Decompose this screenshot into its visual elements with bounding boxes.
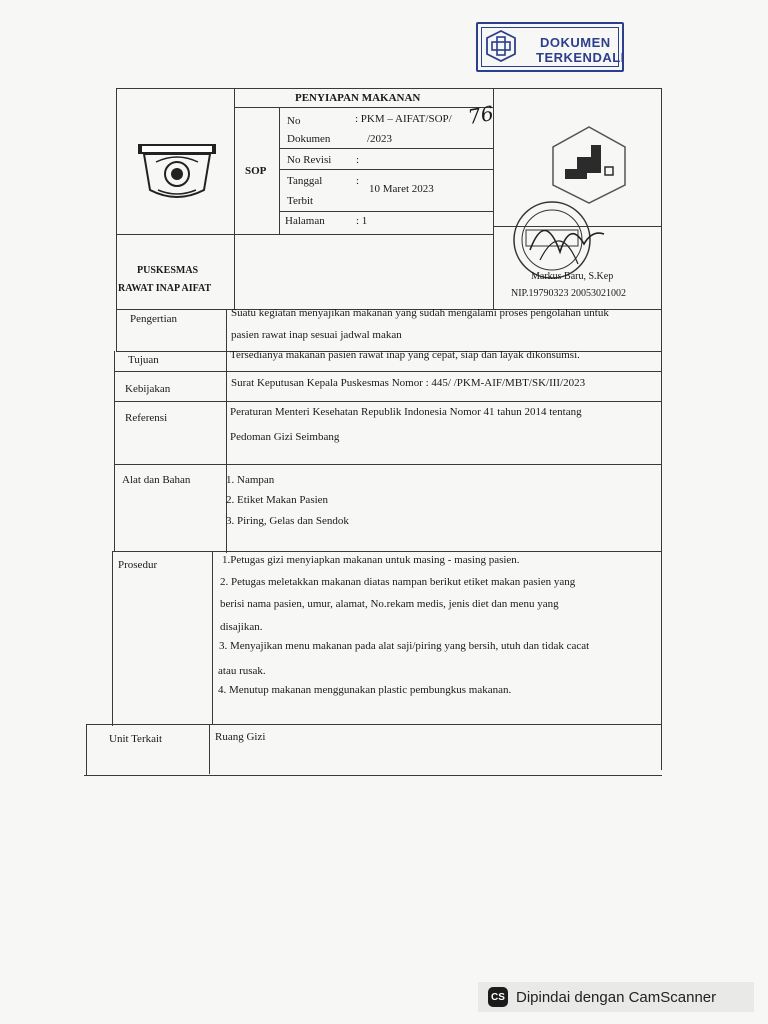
puskesmas-logo: [136, 140, 218, 206]
unit-terkait-text: Ruang Gizi: [215, 731, 266, 743]
prosedur-line-7: 4. Menutup makanan menggunakan plastic pembungkus makanan.: [218, 684, 512, 696]
field-halaman-label: Halaman: [285, 215, 325, 227]
prosedur-line-1: 1.Petugas gizi menyiapkan makanan untuk masing - masing pasien.: [222, 554, 520, 566]
prosedur-line-4: disajikan.: [220, 621, 263, 633]
prosedur-line-5: 3. Menyajikan menu makanan pada alat saji/piring yang bersih, utuh dan tidak cacat: [219, 640, 590, 652]
referensi-line1: Peraturan Menteri Kesehatan Republik Indonesia Nomor 41 tahun 2014 tentang: [230, 406, 582, 418]
kebijakan-label: Kebijakan: [125, 383, 171, 395]
signatory-nip: NIP.19790323 20053021002: [511, 288, 627, 299]
alat-item-1: 1. Nampan: [226, 474, 275, 486]
document-controlled-stamp: [476, 22, 624, 72]
field-revisi-value: :: [356, 154, 360, 166]
field-revisi-label: No Revisi: [287, 154, 332, 166]
camscanner-watermark: [478, 982, 754, 1012]
alat-bahan-label: Alat dan Bahan: [122, 474, 191, 486]
field-tanggal-colon: :: [356, 175, 360, 187]
field-terbit-label: Terbit: [287, 195, 314, 207]
tujuan-text: Tersedianya makanan pasien rawat inap yang cepat, siap dan layak dikonsumsi.: [230, 349, 580, 361]
field-halaman-value: : 1: [356, 215, 368, 227]
field-tanggal-label: Tanggal: [287, 175, 323, 187]
field-dokumen-label: Dokumen: [287, 133, 331, 145]
prosedur-line-6: atau rusak.: [218, 665, 266, 677]
prosedur-line-3: berisi nama pasien, umur, alamat, No.rekam medis, jenis diet dan menu yang: [220, 598, 559, 610]
medical-cross-icon: [484, 29, 518, 63]
signatory-name: Markus Baru, S.Kep: [531, 271, 614, 282]
document-title: PENYIAPAN MAKANAN: [295, 92, 421, 104]
org-name-line2: RAWAT INAP AIFAT: [118, 283, 212, 294]
referensi-line2: Pedoman Gizi Seimbang: [230, 431, 340, 443]
sop-label: SOP: [245, 165, 267, 177]
tujuan-label: Tujuan: [128, 354, 159, 366]
kebijakan-text: Surat Keputusan Kepala Puskesmas Nomor : 445/ /PKM-AIF/MBT/SK/III/2023: [231, 377, 586, 389]
alat-item-3: 3. Piring, Gelas dan Sendok: [226, 515, 349, 527]
alat-item-2: 2. Etiket Makan Pasien: [226, 494, 329, 506]
pengertian-line1: Suatu kegiatan menyajikan makanan yang sudah mengalami proses pengolahan untuk: [231, 307, 609, 319]
camscanner-icon: CS: [488, 987, 508, 1007]
referensi-label: Referensi: [125, 412, 168, 424]
stamp-line-2: TERKENDALI: [536, 50, 625, 65]
stamp-line-1: DOKUMEN: [540, 35, 611, 50]
pengertian-line2: pasien rawat inap sesuai jadwal makan: [231, 329, 402, 341]
camscanner-text: Dipindai dengan CamScanner: [516, 988, 717, 1006]
prosedur-label: Prosedur: [118, 559, 158, 571]
handwritten-number: 76: [466, 100, 496, 130]
ministry-health-logo: [547, 123, 631, 207]
field-no-value-year: /2023: [367, 133, 393, 145]
field-no-value: : PKM – AIFAT/SOP/: [355, 113, 452, 125]
prosedur-line-2: 2. Petugas meletakkan makanan diatas nampan berikut etiket makan pasien yang: [220, 576, 576, 588]
org-name-line1: PUSKESMAS: [137, 265, 199, 276]
field-no-label: No: [287, 115, 301, 127]
pengertian-label: Pengertian: [130, 313, 178, 325]
field-tanggal-value: 10 Maret 2023: [369, 183, 434, 195]
unit-terkait-label: Unit Terkait: [109, 733, 163, 745]
